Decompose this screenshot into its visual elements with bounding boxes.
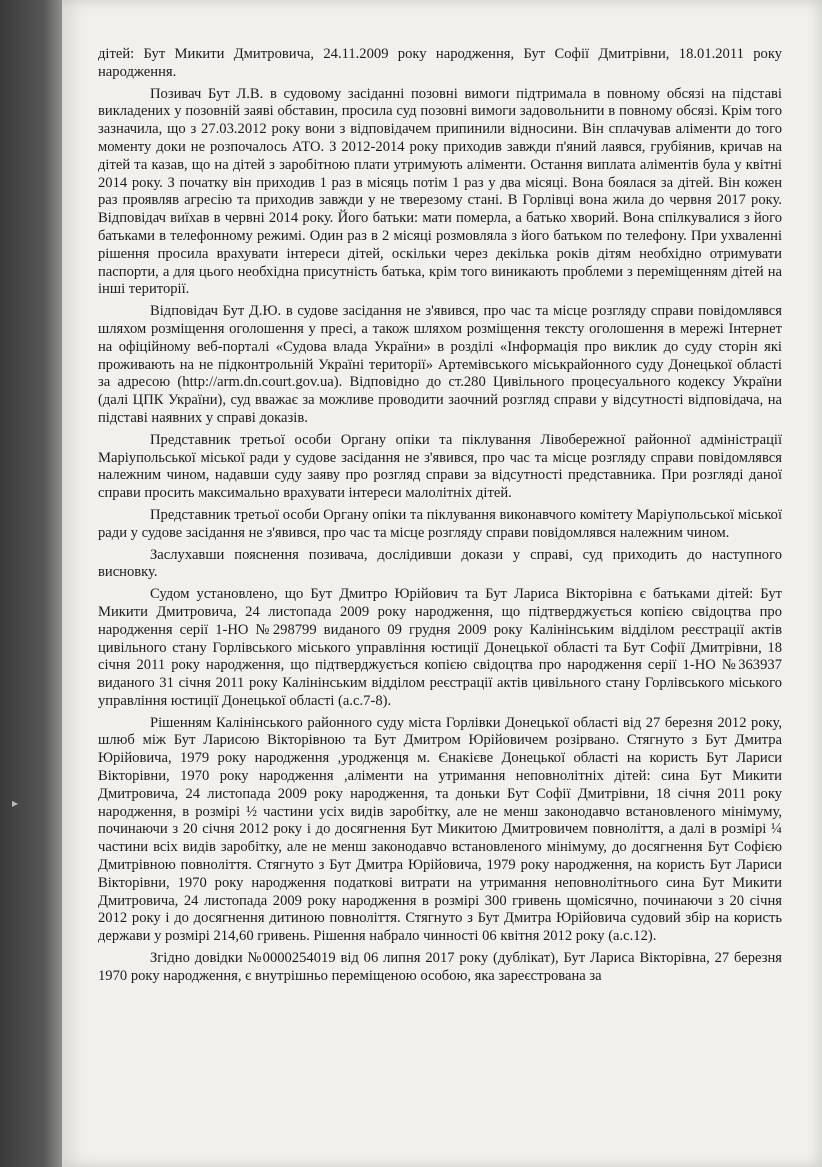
- paragraph-1: дітей: Бут Микити Дмитровича, 24.11.2009 року народження, Бут Софії Дмитрівни, 18.01.2011 року народження.: [98, 46, 782, 80]
- paragraph-8: Рішенням Калінінського районного суду міста Горлівки Донецької області від 27 березня 2012 року, шлюб між Бут Ларисою Вікторівною та Бут Дмитром Юрійовичем розірвано. Стягнуто з Бут Дмитра Юрійовича, 1979 року народження ,уродженця м. Єнакієве Донецької області на користь Бут Лариси Вікторівни, 1970 року народження ,аліменти на утримання неповнолітніх дітей: сина Бут Микити Дмитровича, 24 листопада 2009 року народження, та доньки Бут Софії Дмитрівни, 18 січня 2011 року народження, в розмірі ½ частини усіх видів заробітку, але не менш законодавчо встановленого мінімуму, починаючи з 20 січня 2012 року і до досягнення Бут Микитою Дмитровичем повноліття, а далі в розмірі ¼ частини всіх видів заробітку, але не менш законодавчо встановленого мінімуму, до досягнення Бут Софією Дмитрівною повноліття. Стягнуто з Бут Дмитра Юрійовича, 1979 року народження, на користь Бут Лариси Вікторівни, 1970 року народження податкові витрати на утримання неповнолітнього сина Бут Микити Дмитровича, 24 листопада 2009 року народження в розмірі 300 гривень щомісячно, починаючи з 20 січня 2012 року і до досягнення дитиною повноліття. Стягнуто з Бут Дмитра Юрійовича судовий збір на користь держави у розмірі 214,60 гривень. Рішення набрало чинності 06 квітня 2012 року (а.с.12).: [98, 714, 782, 945]
- paragraph-6: Заслухавши пояснення позивача, дослідивши докази у справі, суд приходить до наступного висновку.: [98, 546, 782, 581]
- margin-mark: ▸: [12, 796, 19, 810]
- paragraph-2: Позивач Бут Л.В. в судовому засіданні позовні вимоги підтримала в повному обсязі на підставі викладених у позовній заяві обставин, просила суд позовні вимоги задовольнити в повному обсязі. Крім того зазначила, що з 27.03.2012 року вони з відповідачем припинили відносини. Він сплачував аліменти до того моменту доки не розпочалось АТО. З 2012-2014 року приходив завжди п'яний лаявся, грубіянив, кричав на дітей та казав, що на дітей з заробітною плати утримують аліменти. Остання виплата аліментів була у квітні 2014 року. З початку він приходив 1 раз в місяць потім 1 раз у два місяці. Вона боялася за дітей. Він кожен раз проявляв агресію та приходив завжди у не тверезому стані. В Горлівці вона жила до червня 2017 року. Відповідач виїхав в червні 2014 року. Його батьки: мати померла, а батько хворий. Вона спілкувалися з його батьками в телефонному режимі. Один раз в 2 місяці розмовляла з його батьком по телефону. При ухваленні рішення просила врахувати інтереси дітей, оскільки через декілька років дітям необхідно отримувати паспорти, а для цього необхідна присутність батька, крім того виникають проблеми з переміщенням дітей на інші території.: [98, 85, 782, 298]
- paragraph-3: Відповідач Бут Д.Ю. в судове засідання не з'явився, про час та місце розгляду справи повідомлявся шляхом розміщення оголошення у пресі, а також шляхом розміщення тексту оголошення в мережі Інтернет на офіційному веб-порталі «Судова влада України» в розділі «Інформація про виклик до суду сторін які проживають на не підконтрольній Україні території» Артемівського міськрайонного суду Донецької області за адресою (http://arm.dn.court.gov.ua). Відповідно до ст.280 Цивільного процесуального кодексу України (далі ЦПК України), суд вважає за можливе проводити заочний розгляд справи у відсутності відповідача, на підставі наявних у справі доказів.: [98, 303, 782, 426]
- paragraph-4: Представник третьої особи Органу опіки та піклування Лівобережної районної адміністрації Маріупольської міської ради у судове засідання не з'явився, про час та місце розгляду справи повідомлявся належним чином, надавши суду заяву про розгляд справи за відсутності представника. При розгляді даної справи просить максимально врахувати інтереси малолітніх дітей.: [98, 431, 782, 502]
- paragraph-9: Згідно довідки №0000254019 від 06 липня 2017 року (дублікат), Бут Лариса Вікторівна, 27 березня 1970 року народження, є внутрішньо переміщеною особою, яка зареєстрована за: [98, 950, 782, 984]
- paragraph-7: Судом установлено, що Бут Дмитро Юрійович та Бут Лариса Вікторівна є батьками дітей: Бут Микити Дмитровича, 24 листопада 2009 року народження, що підтверджується копією свідоцтва про народження серії 1-НО №298799 виданого 09 грудня 2009 року Калінінським відділом реєстрації актів цивільного стану Горлівського міського управління юстиції Донецької області та Бут Софії Дмитрівни, 18 січня 2011 року народження, що підтверджується копією свідоцтва про народження серії 1-НО №363937 виданого 31 січня 2011 року Калінінським відділом реєстрації актів цивільного стану Горлівського міського управління юстиції Донецької області (а.с.7-8).: [98, 586, 782, 709]
- scanner-edge: [0, 0, 62, 1167]
- paragraph-5: Представник третьої особи Органу опіки та піклування виконавчого комітету Маріупольської міської ради у судове засідання не з'явився, про час та місце розгляду справи повідомлявся належним чином.: [98, 506, 782, 541]
- document-body: [98, 46, 782, 990]
